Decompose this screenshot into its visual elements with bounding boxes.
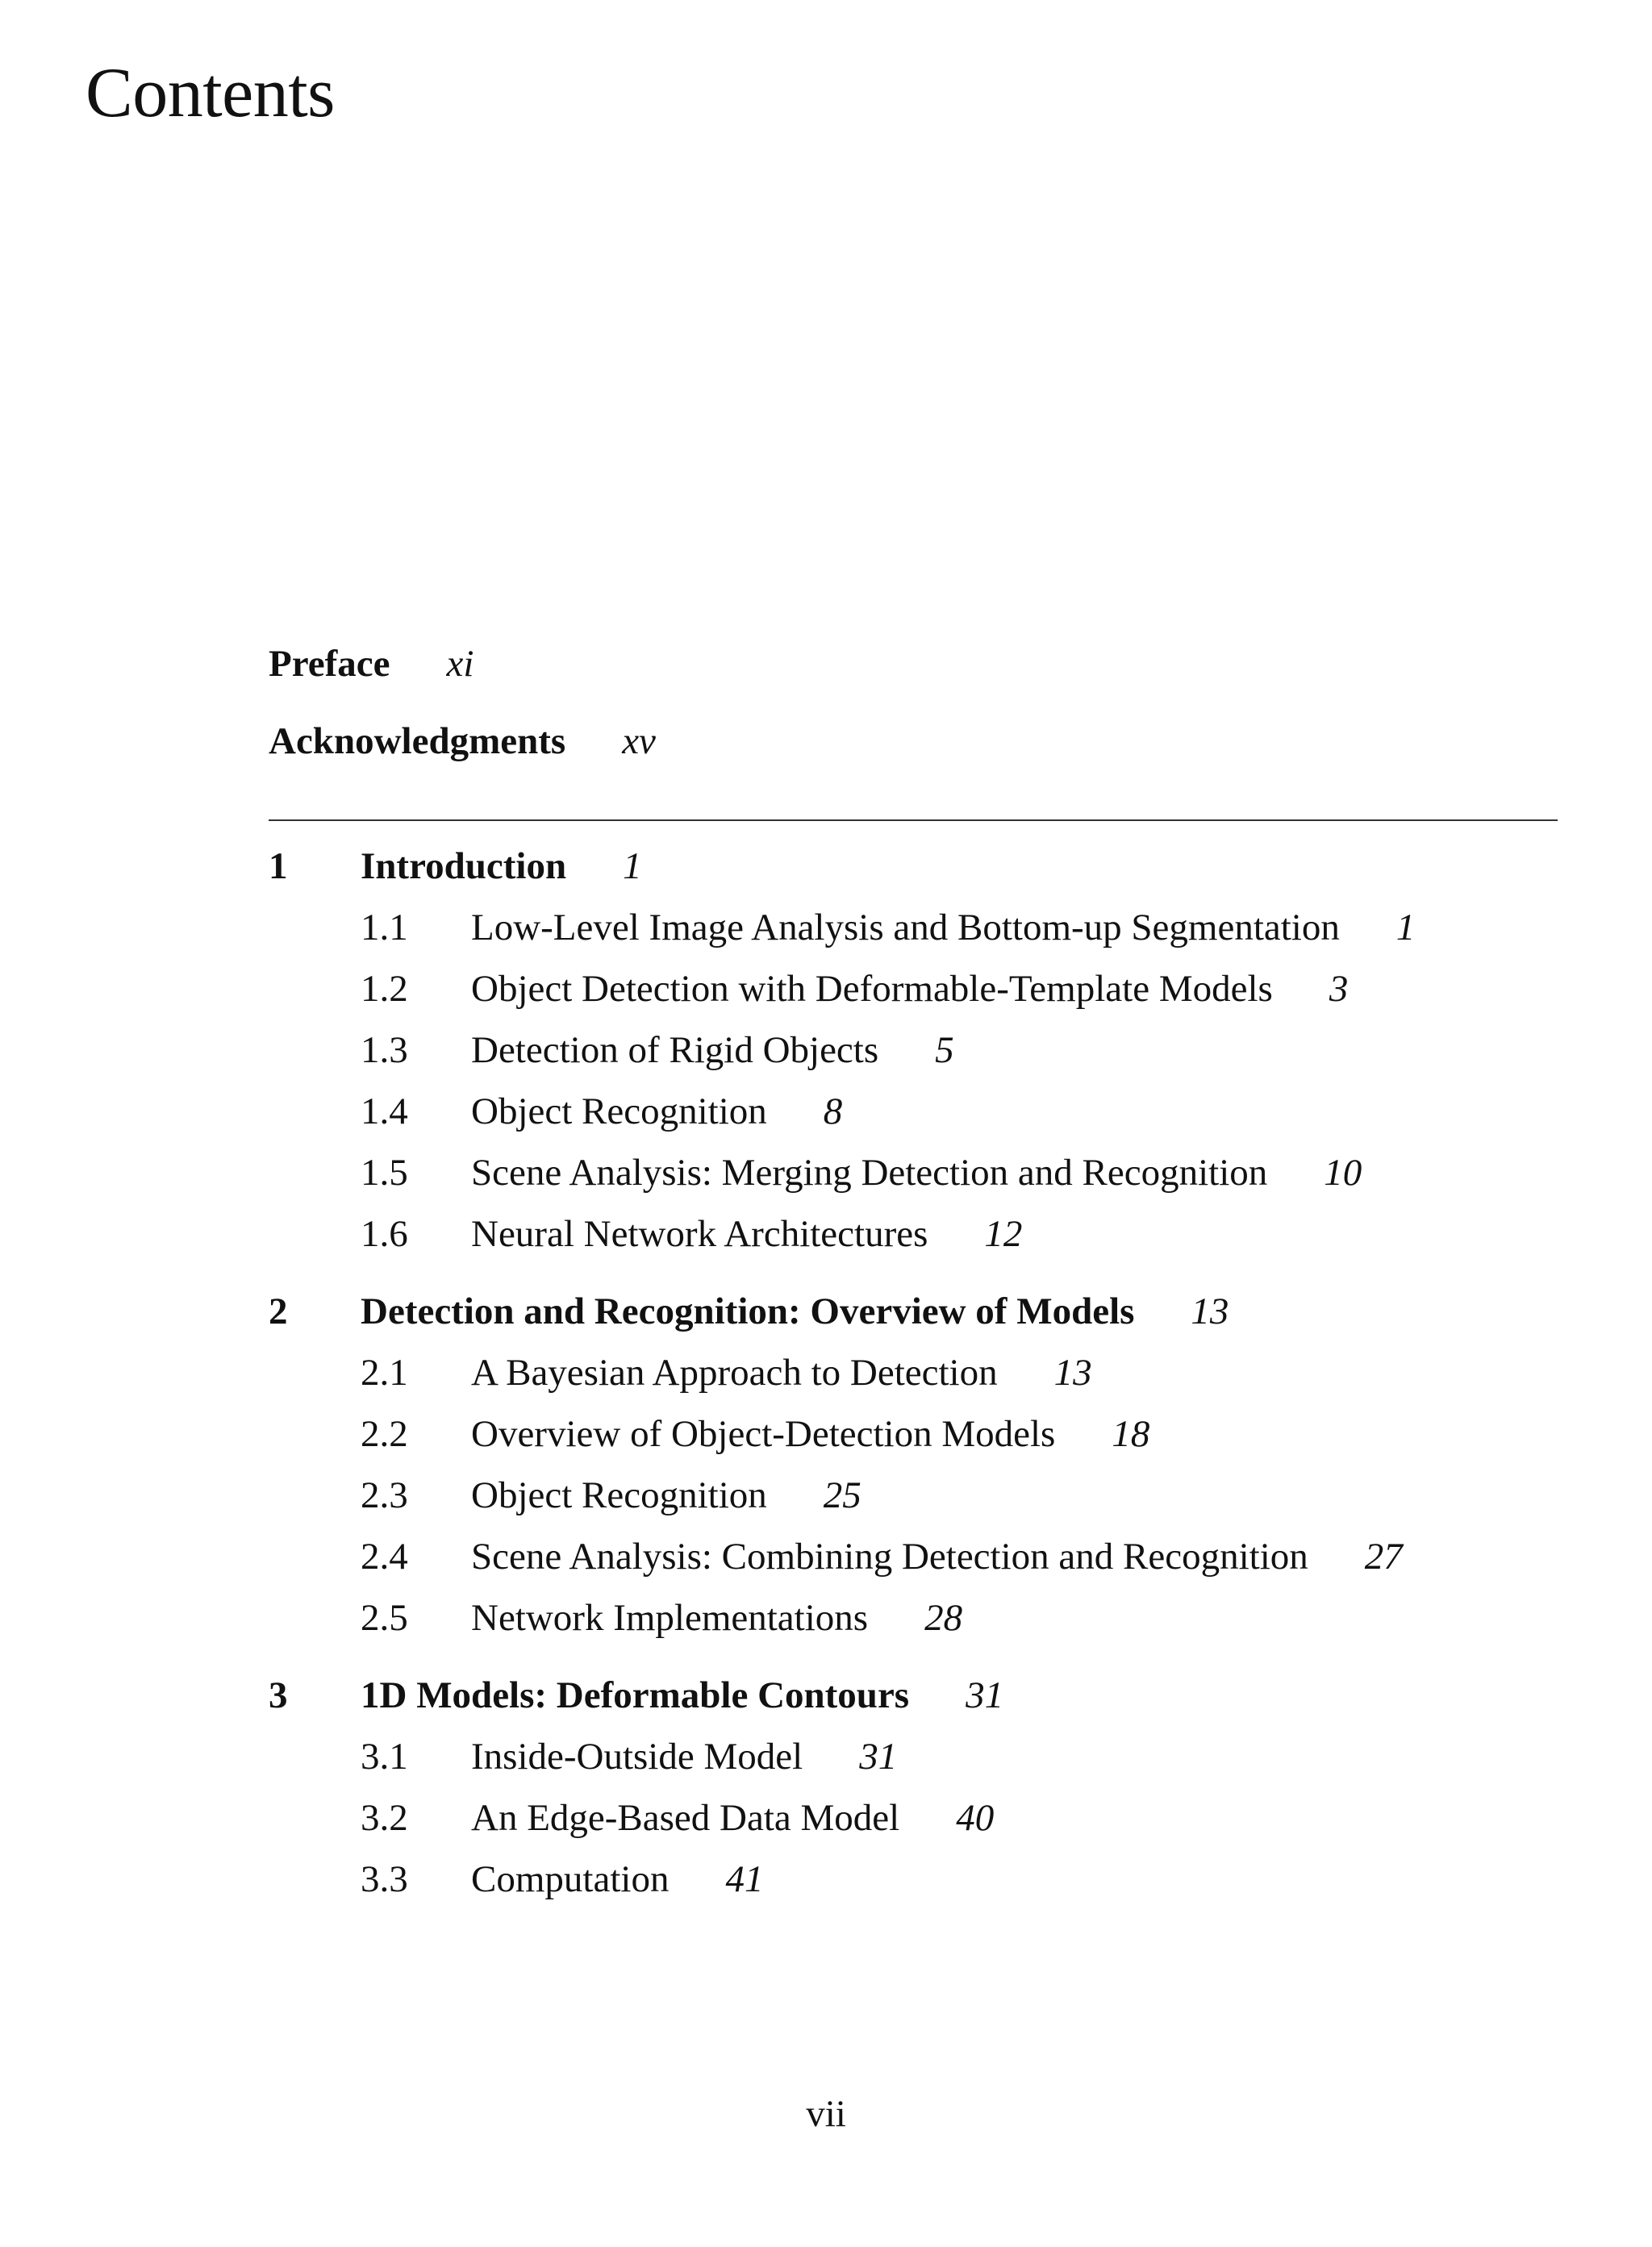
page-reference: 3 — [1329, 967, 1349, 1010]
page-reference: 8 — [823, 1090, 843, 1132]
section-title: Object Recognition — [471, 1090, 767, 1132]
section-number: 1.1 — [361, 906, 408, 948]
section-title: Low-Level Image Analysis and Bottom-up Segmentation — [471, 906, 1340, 948]
section-entry — [269, 1787, 1558, 1849]
chapter-title: 1D Models: Deformable Contours — [361, 1674, 910, 1716]
section-title: Scene Analysis: Combining Detection and Recognition — [471, 1535, 1308, 1578]
page-reference: 10 — [1324, 1151, 1362, 1194]
page-reference: xi — [446, 643, 474, 685]
page-reference: 41 — [725, 1857, 764, 1900]
page-reference: 28 — [924, 1596, 963, 1639]
section-number: 1.6 — [361, 1212, 408, 1255]
section-number: 2.2 — [361, 1412, 408, 1455]
chapter-block — [269, 1281, 1558, 1649]
front-matter-title: Acknowledgments — [269, 720, 566, 762]
section-entry — [269, 1203, 1558, 1265]
section-title: Overview of Object-Detection Models — [471, 1412, 1056, 1455]
section-number: 3.3 — [361, 1857, 408, 1900]
page-reference: 31 — [859, 1735, 898, 1778]
chapter-entry — [269, 836, 1558, 897]
chapter-number: 2 — [269, 1290, 288, 1332]
page-reference: 40 — [956, 1796, 995, 1839]
section-number: 3.1 — [361, 1735, 408, 1778]
chapter-entry — [269, 1281, 1558, 1342]
section-title: An Edge-Based Data Model — [471, 1796, 900, 1839]
section-number: 2.4 — [361, 1535, 408, 1578]
section-entry — [269, 897, 1558, 958]
chapter-entry — [269, 1665, 1558, 1726]
section-entry — [269, 1019, 1558, 1081]
page-reference: 13 — [1053, 1351, 1092, 1394]
page-reference: 18 — [1112, 1412, 1150, 1455]
section-number: 2.5 — [361, 1596, 408, 1639]
section-title: Scene Analysis: Merging Detection and Recognition — [471, 1151, 1268, 1194]
section-number: 2.1 — [361, 1351, 408, 1394]
chapter-block — [269, 1665, 1558, 1910]
section-entry — [269, 1526, 1558, 1587]
chapter-number: 1 — [269, 844, 288, 887]
page-reference: 13 — [1191, 1290, 1229, 1332]
section-title: Network Implementations — [471, 1596, 869, 1639]
page-reference: 12 — [984, 1212, 1023, 1255]
page-reference: 25 — [823, 1474, 861, 1516]
page-reference: 1 — [623, 844, 642, 887]
section-number: 1.4 — [361, 1090, 408, 1132]
section-entry — [269, 1726, 1558, 1787]
section-number: 1.2 — [361, 967, 408, 1010]
section-number: 1.3 — [361, 1028, 408, 1071]
section-entry — [269, 1142, 1558, 1203]
section-entry — [269, 1465, 1558, 1526]
section-number: 1.5 — [361, 1151, 408, 1194]
section-entry — [269, 1081, 1558, 1142]
section-entry — [269, 958, 1558, 1019]
chapter-title: Detection and Recognition: Overview of Models — [361, 1290, 1135, 1332]
page-reference: 5 — [935, 1028, 954, 1071]
page-number: vii — [806, 2093, 846, 2135]
section-entry — [269, 1342, 1558, 1403]
section-title: Inside-Outside Model — [471, 1735, 803, 1778]
front-matter-entry — [269, 720, 1558, 768]
page-reference: 31 — [966, 1674, 1004, 1716]
divider — [269, 819, 1558, 821]
page-reference: 27 — [1364, 1535, 1403, 1578]
section-title: Computation — [471, 1857, 670, 1900]
front-matter-entry — [269, 645, 1558, 690]
front-matter-title: Preface — [269, 643, 390, 685]
section-entry — [269, 1587, 1558, 1649]
section-number: 3.2 — [361, 1796, 408, 1839]
page-reference: 1 — [1395, 906, 1416, 948]
section-entry — [269, 1849, 1558, 1910]
chapter-title: Introduction — [361, 844, 567, 887]
table-of-contents — [269, 645, 1558, 1926]
section-title: Object Recognition — [471, 1474, 767, 1516]
chapter-block — [269, 836, 1558, 1265]
section-title: A Bayesian Approach to Detection — [471, 1351, 998, 1394]
page-title: Contents — [86, 54, 335, 132]
section-title: Object Detection with Deformable-Template Models — [471, 967, 1273, 1010]
chapter-number: 3 — [269, 1674, 288, 1716]
section-title: Detection of Rigid Objects — [471, 1028, 879, 1071]
section-entry — [269, 1403, 1558, 1465]
section-title: Neural Network Architectures — [471, 1212, 928, 1255]
page-reference: xv — [622, 720, 656, 762]
section-number: 2.3 — [361, 1474, 408, 1516]
